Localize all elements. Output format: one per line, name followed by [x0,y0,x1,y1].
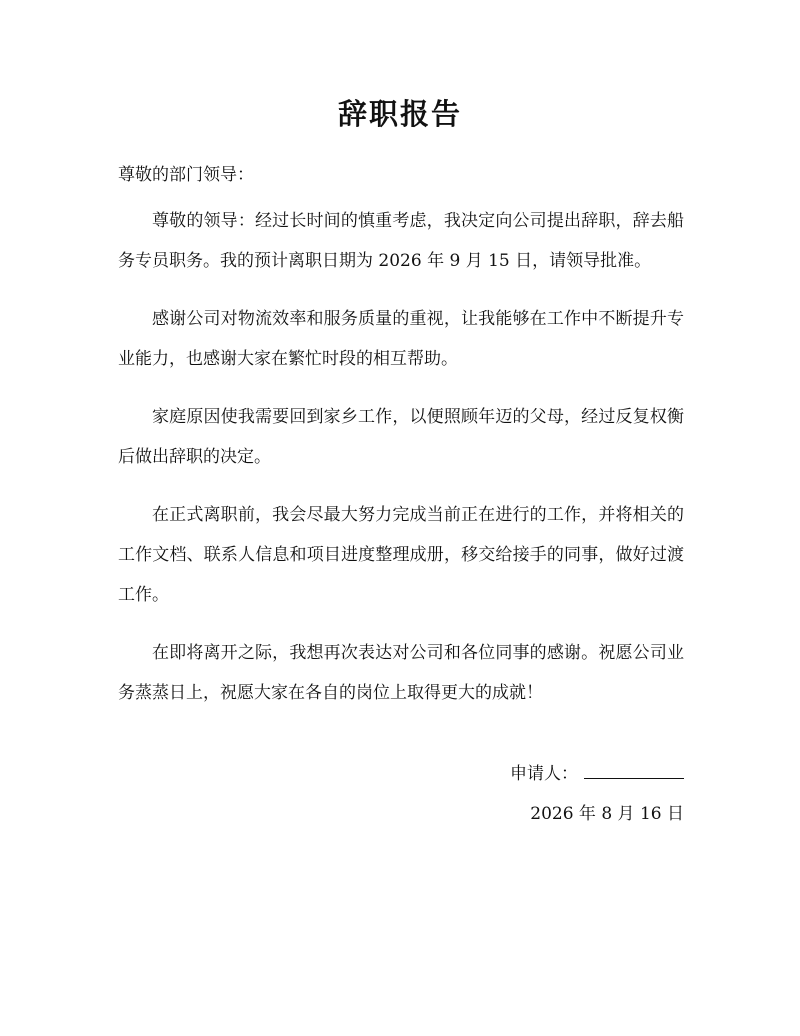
paragraph-4: 在正式离职前，我会尽最大努力完成当前正在进行的工作，并将相关的工作文档、联系人信息和项目进度整理成册，移交给接手的同事，做好过渡工作。 [118,505,684,605]
paragraph-5: 在即将离开之际，我想再次表达对公司和各位同事的感谢。祝愿公司业务蒸蒸日上，祝愿大家在各自的岗位上取得更大的成就！ [118,643,684,703]
signature-blank-line [584,760,684,779]
letter-date: 2026 年 8 月 16 日 [530,804,684,824]
paragraph-2: 感谢公司对物流效率和服务质量的重视，让我能够在工作中不断提升专业能力，也感谢大家在繁忙时段的相互帮助。 [118,309,684,369]
greeting: 尊敬的部门领导： [118,165,254,185]
signature-label: 申请人： [510,764,578,784]
paragraph-3: 家庭原因使我需要回到家乡工作，以便照顾年迈的父母，经过反复权衡后做出辞职的决定。 [118,407,684,467]
signature-block [510,760,684,788]
paragraph-1: 尊敬的领导：经过长时间的慎重考虑，我决定向公司提出辞职，辞去船务专员职务。我的预计离职日期为 2026 年 9 月 15 日，请领导批准。 [118,211,684,271]
letter-body [118,201,684,731]
document-title: 辞职报告 [337,97,462,131]
